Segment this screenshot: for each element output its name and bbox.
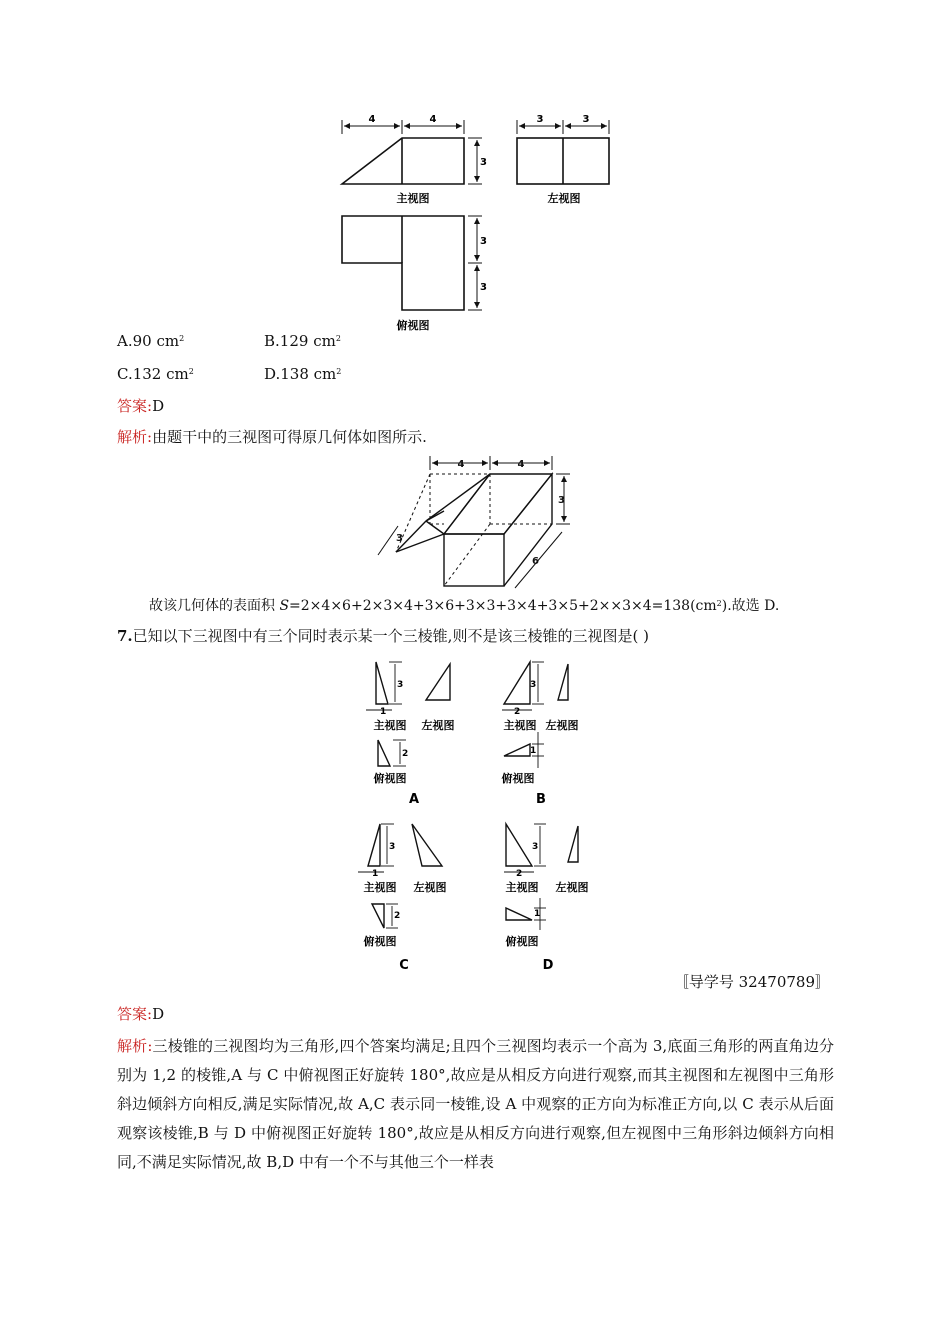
- dim-label: 3: [558, 495, 565, 506]
- solid-figure: [368, 452, 578, 590]
- caption-top-view: 俯视图: [396, 319, 430, 332]
- guide-number: 〚导学号 32470789〛: [673, 973, 830, 991]
- dim-label: 1: [530, 746, 537, 756]
- dim-label: 3: [530, 680, 537, 690]
- caption-front-view: 主视图: [363, 881, 397, 894]
- dim-label: 3: [582, 114, 590, 125]
- dim-label: 2: [394, 911, 401, 921]
- option-a: A.90 $cm^2$: [117, 332, 185, 350]
- answer-q6: 答案:D: [117, 397, 165, 415]
- dim-label: 3: [536, 114, 544, 125]
- caption-side-view: 左视图: [545, 719, 579, 732]
- figure-letter: A: [408, 792, 420, 806]
- option-c: C.132 $cm^2$: [117, 365, 194, 383]
- option-b-figure: [496, 656, 606, 806]
- dim-label: 3: [396, 533, 403, 544]
- dim-label: 3: [532, 842, 539, 852]
- caption-top-view: 俯视图: [373, 772, 407, 785]
- analysis-q7: 解析:三棱锥的三视图均为三角形,四个答案均满足;且四个三视图均表示一个高为 3,底面三角形的两直角边分别为 1,2 的棱锥,A 与 C 中俯视图正好旋转 180°,故应是从相反方向进行观察,而其主视图和左视图中三角形斜边倾斜方向相反,满足实际情况,故 A,C 表示同一棱锥,设 A 中观察的正方向为标准正方向,以 C 表示从后面观察该棱锥,B 与 D 中俯视图正好旋转 180°,故应是从相反方向进行观察,但左视图中三角形斜边倾斜方向相同,不满足实际情况,故 B,D 中有一个不与其他三个一样表: [117, 1037, 835, 1171]
- figure-letter: C: [399, 958, 409, 973]
- caption-side-view: 左视图: [413, 881, 447, 894]
- dim-label: 2: [402, 749, 409, 759]
- dim-label: 4: [368, 114, 376, 125]
- dim-label: 2: [516, 869, 523, 879]
- dim-label: 3: [397, 680, 404, 690]
- dim-label: 1: [380, 707, 387, 717]
- figure-letter: B: [536, 792, 546, 806]
- caption-front-view: 主视图: [373, 719, 407, 732]
- option-b: B.129 $cm^2$: [264, 332, 341, 350]
- caption-side-view: 左视图: [555, 881, 589, 894]
- dim-label: 3: [389, 842, 396, 852]
- analysis-q6: 解析:由题干中的三视图可得原几何体如图所示.: [117, 428, 427, 446]
- caption-top-view: 俯视图: [501, 772, 535, 785]
- dim-label: 4: [517, 459, 525, 470]
- dim-label: 3: [480, 282, 487, 293]
- dim-label: 1: [372, 869, 379, 879]
- dim-label: 3: [480, 236, 487, 247]
- answer-q7: 答案:D: [117, 1005, 165, 1023]
- dim-label: 1: [534, 909, 541, 919]
- dim-label: 3: [480, 157, 487, 168]
- option-a-figure: [362, 656, 472, 806]
- caption-front-view: 主视图: [505, 881, 539, 894]
- three-view-figure: [330, 108, 620, 338]
- option-c-figure: [354, 818, 464, 976]
- caption-side-view: 左视图: [421, 719, 455, 732]
- option-d-figure: [496, 818, 606, 976]
- dim-label: 2: [514, 707, 521, 717]
- figure-letter: D: [542, 958, 554, 973]
- caption-front-view: 主视图: [503, 719, 537, 732]
- caption-side-view: 左视图: [547, 192, 581, 205]
- caption-top-view: 俯视图: [505, 935, 539, 948]
- dim-label: 6: [532, 556, 539, 567]
- caption-top-view: 俯视图: [363, 935, 397, 948]
- question-7: 7.已知以下三视图中有三个同时表示某一个三棱锥,则不是该三棱锥的三视图是( ): [117, 627, 649, 645]
- surface-area-line: 故该几何体的表面积 $S=2\times 4\times 6+2\times 3\times 4+3\times 6+3\times 3+3\times 4+3\times 5+2\times\times 3\times 4=138(cm^2)$.故选 D.: [149, 598, 780, 614]
- dim-label: 4: [429, 114, 437, 125]
- dim-label: 4: [457, 459, 465, 470]
- option-d: D.138 $cm^2$: [264, 365, 342, 383]
- caption-front-view: 主视图: [396, 192, 430, 205]
